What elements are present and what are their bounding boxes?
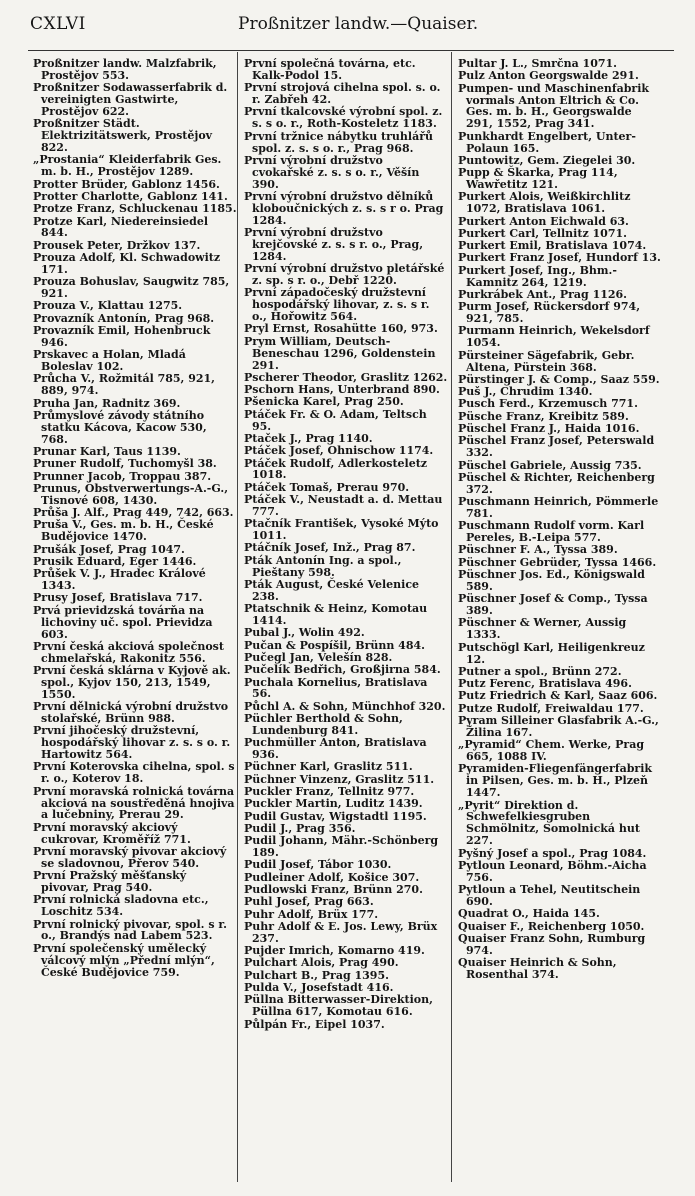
directory-entry: Pumpen- und Maschinenfabrik vormals Anton Eltrich & Co. Ges. m. b. H., Georgswalde 291, 1552, Prag 341. — [458, 81, 650, 131]
directory-entry: První společná továrna, etc. Kalk-Podol 15. — [244, 58, 416, 82]
directory-entry: První Pražský měšťanský pivovar, Prag 540. — [33, 869, 187, 895]
directory-entry: První strojová cihelna spol. s. o. r. Zabřeh 42. — [244, 81, 441, 107]
directory-entry: Puschmann Rudolf vorm. Karl Pereles, B.-Leipa 577. — [458, 519, 645, 545]
directory-entry: Pulchart B., Prag 1395. — [244, 968, 389, 982]
directory-entry: „Pyrit“ Direktion d. Schwefelkiesgruben Schmölnitz, Somolnická hut 227. — [458, 798, 640, 848]
directory-entry: Pürstinger J. & Comp., Saaz 559. — [458, 372, 660, 386]
directory-entry: První výrobní družstvo pletářské z. sp. s r. o., Debř 1220. — [244, 262, 445, 288]
directory-entry: Prusik Eduard, Eger 1446. — [33, 554, 197, 568]
directory-entry: Protze Franz, Schluckenau 1185. — [33, 202, 237, 216]
directory-entry: Pudil Johann, Mähr.-Schönberg 189. — [244, 834, 439, 860]
directory-entry: Purkert Anton Eichwald 63. — [458, 214, 629, 228]
directory-entry: Pučelík Bedřich, Großjirna 584. — [244, 663, 441, 677]
directory-entry: Purmann Heinrich, Wekelsdorf 1054. — [458, 324, 650, 350]
directory-entry: Prunus, Obstverwertungs-A.-G., Tisnové 608, 1430. — [33, 481, 229, 507]
directory-entry: Pytloun a Tehel, Neutitschein 690. — [458, 883, 641, 908]
directory-entry: První Koterovska cihelna, spol. s r. o., Koterov 18. — [33, 760, 235, 786]
directory-entry: Puhl Josef, Prag 663. — [244, 895, 374, 909]
directory-entry: „Prostania“ Kleiderfabrik Ges. m. b. H., Prostějov 1289. — [33, 153, 222, 179]
directory-entry: Pruša V., Ges. m. b. H., České Budějovice 1470. — [33, 518, 214, 544]
directory-entry: Půlpán Fr., Eipel 1037. — [244, 1017, 385, 1031]
directory-entry: Purm Josef, Rückersdorf 974, 921, 785. — [458, 300, 641, 326]
directory-entry: Püschner Jos. Ed., Königswald 589. — [458, 568, 645, 593]
directory-entry: První západočeský družstevní hospodářský lihovar, z. s. s r. o., Hořowitz 564. — [244, 286, 430, 324]
directory-entry: Püschner & Werner, Aussig 1333. — [458, 616, 627, 642]
directory-entry: „Pyramid“ Chem. Werke, Prag 665, 1088 IV. — [458, 738, 645, 764]
directory-entry: První výrobní družstvo krejčovské z. s. s r. o., Prag, 1284. — [244, 226, 424, 263]
directory-entry: Pultar J. L., Smrčna 1071. — [458, 58, 617, 70]
directory-entry: Prouza V., Klattau 1275. — [33, 299, 183, 313]
directory-entry: Purkert Josef, Ing., Bhm.-Kamnitz 264, 1219. — [458, 263, 617, 289]
directory-column-right — [458, 58, 662, 981]
directory-entry: Putz Ferenc, Bratislava 496. — [458, 677, 632, 691]
directory-entry: Purkert Carl, Tellnitz 1071. — [458, 226, 627, 240]
directory-entry: Putner a spol., Brünn 272. — [458, 664, 622, 678]
directory-entry: Püschel & Richter, Reichenberg 372. — [458, 470, 655, 496]
directory-entry: Provazník Emil, Hohenbruck 946. — [33, 324, 211, 349]
directory-entry: Pujder Imrich, Komarno 419. — [244, 944, 425, 958]
directory-entry: První dělnická výrobní družstvo stolařské, Brünn 988. — [33, 700, 229, 726]
directory-entry: Pschorn Hans, Unterbrand 890. — [244, 383, 440, 397]
directory-entry: Puckler Martin, Luditz 1439. — [244, 797, 423, 811]
directory-entry: Pyram Silleiner Glasfabrik A.-G., Žilina 167. — [458, 714, 659, 739]
directory-entry: První společenský umělecký válcový mlýn „Přední mlýn“, České Budějovice 759. — [33, 941, 215, 979]
directory-entry: První rolnický pivovar, spol. s r. o., Brandýs nad Labem 523. — [33, 917, 227, 943]
directory-entry: Pudil Gustav, Wigstadtl 1195. — [244, 809, 427, 823]
directory-entry: Prskavec a Holan, Mladá Boleslav 102. — [33, 348, 186, 374]
directory-entry: Prušák Josef, Prag 1047. — [33, 542, 185, 556]
directory-entry: První výrobní družstvo dělníků kloboučnických z. s. s r o. Prag 1284. — [244, 189, 444, 227]
directory-entry: Prvá prievidzská továrňa na lichoviny uč. spol. Prievidza 603. — [33, 603, 213, 641]
directory-entry: Proßnitzer Städt. Elektrizitätswerk, Prostějov 822. — [33, 117, 213, 155]
directory-entry: Pudil Josef, Tábor 1030. — [244, 858, 392, 872]
directory-entry: Purkrábek Ant., Prag 1126. — [458, 287, 628, 301]
directory-entry: Pučan & Pospíšil, Brünn 484. — [244, 638, 425, 652]
directory-entry: Püsche Franz, Kreibitz 589. — [458, 409, 629, 423]
directory-entry: Püllna Bitterwasser-Direktion, Püllna 617, Komotau 616. — [244, 993, 433, 1019]
directory-entry: Puchala Kornelius, Bratislava 56. — [244, 675, 428, 701]
directory-entry: Pürsteiner Sägefabrik, Gebr. Altena, Pürstein 368. — [458, 348, 635, 374]
directory-entry: První tržnice nábytku truhlářů spol. z. s. s o. r., Prag 968. — [244, 129, 433, 155]
directory-entry: Pruner Rudolf, Tuchomyšl 38. — [33, 457, 217, 471]
directory-entry: Puckler Franz, Tellnitz 977. — [244, 785, 415, 799]
directory-entry: Prunner Jacob, Troppau 387. — [33, 469, 212, 483]
directory-entry: Puhr Adolf, Brüx 177. — [244, 907, 379, 921]
directory-entry: První výrobní družstvo cvokařské z. s. s o. r., Věšín 390. — [244, 153, 420, 191]
page-number: CXLVI — [30, 14, 86, 34]
directory-entry: Pták Antonín Ing. a spol., Pieštany 598. — [244, 553, 402, 579]
directory-entry: Püschner Gebrüder, Tyssa 1466. — [458, 555, 657, 569]
directory-entry: Pudlowski Franz, Brünn 270. — [244, 883, 423, 897]
directory-entry: Ptáček V., Neustadt a. d. Mettau 777. — [244, 493, 443, 518]
column-divider — [451, 52, 452, 1182]
directory-entry: Putschögl Karl, Heiligenkreuz 12. — [458, 640, 645, 666]
directory-entry: Pulz Anton Georgswalde 291. — [458, 69, 639, 83]
directory-entry: Püchner Vinzenz, Graslitz 511. — [244, 772, 435, 786]
directory-entry: Purkert Alois, Weißkirchlitz 1072, Bratislava 1061. — [458, 190, 631, 216]
directory-entry: Püschner Josef & Comp., Tyssa 389. — [458, 592, 648, 618]
directory-entry: Prouza Bohuslav, Saugwitz 785, 921. — [33, 275, 230, 301]
directory-entry: Putz Friedrich & Karl, Saaz 606. — [458, 689, 658, 703]
directory-entry: Püschel Gabriele, Aussig 735. — [458, 458, 642, 472]
directory-entry: Pytloun Leonard, Böhm.-Aicha 756. — [458, 858, 647, 884]
directory-entry: Proßnitzer landw. Malzfabrik, Prostějov 553. — [33, 58, 217, 82]
directory-entry: Průcha V., Rožmitál 785, 921, 889, 974. — [33, 372, 215, 398]
directory-entry: Puhr Adolf & E. Jos. Lewy, Brüx 237. — [244, 919, 438, 945]
directory-entry: První česká sklárna v Kyjově ak. spol., Kyjov 150, 213, 1549, 1550. — [33, 664, 231, 701]
directory-entry: Punkhardt Engelbert, Unter-Polaun 165. — [458, 129, 636, 155]
directory-entry: Pulchart Alois, Prag 490. — [244, 956, 399, 970]
directory-column-left — [33, 58, 237, 979]
directory-entry: Protze Karl, Niedereinsiedel 844. — [33, 214, 209, 240]
column-divider — [237, 52, 238, 1182]
directory-entry: Putze Rudolf, Freiwaldau 177. — [458, 701, 644, 715]
directory-entry: Püschner F. A., Tyssa 389. — [458, 543, 618, 557]
directory-entry: Pudleiner Adolf, Košice 307. — [244, 870, 420, 884]
directory-entry: Protter Brüder, Gablonz 1456. — [33, 177, 220, 191]
directory-entry: Quadrat O., Haida 145. — [458, 907, 600, 921]
directory-entry: Ptatschnik & Heinz, Komotau 1414. — [244, 602, 428, 628]
directory-entry: Puš J., Chrudim 1340. — [458, 385, 593, 399]
directory-entry: Ptáčník Josef, Inž., Prag 87. — [244, 541, 416, 555]
directory-entry: Prusy Josef, Bratislava 717. — [33, 591, 203, 605]
directory-entry: Pryl Ernst, Rosahütte 160, 973. — [244, 322, 438, 336]
directory-column-middle — [244, 58, 448, 1031]
directory-entry: Průša J. Alf., Prag 449, 742, 663. — [33, 506, 234, 520]
directory-entry: Purkert Emil, Bratislava 1074. — [458, 239, 647, 253]
directory-entry: Prouza Adolf, Kl. Schwadowitz 171. — [33, 251, 221, 276]
directory-entry: Provazník Antonín, Prag 968. — [33, 311, 215, 325]
directory-entry: Proßnitzer Sodawasserfabrik d. vereinigten Gastwirte, Prostějov 622. — [33, 81, 228, 119]
directory-entry: Pyramiden-Fliegenfängerfabrik in Pilsen, Ges. m. b. H., Plzeň 1447. — [458, 762, 652, 800]
directory-entry: Ptáček Fr. & O. Adam, Teltsch 95. — [244, 407, 427, 433]
directory-entry: Pyšný Josef a spol., Prag 1084. — [458, 846, 647, 860]
directory-entry: Püchner Karl, Graslitz 511. — [244, 760, 413, 774]
directory-entry: První tkalcovské výrobní spol. z. s. s o. r., Roth-Kosteletz 1183. — [244, 105, 443, 131]
directory-entry: Quaiser Heinrich & Sohn, Rosenthal 374. — [458, 956, 617, 981]
directory-entry: Ptáček Tomaš, Prerau 970. — [244, 480, 410, 494]
directory-entry: Pudil J., Prag 356. — [244, 821, 356, 835]
directory-entry: Prym William, Deutsch-Beneschau 1296, Goldenstein 291. — [244, 334, 436, 372]
directory-entry: Püschel Franz J., Haida 1016. — [458, 422, 640, 435]
directory-entry: Püschel Franz Josef, Peterswald 332. — [458, 434, 655, 460]
directory-entry: Quaiser Franz Sohn, Rumburg 974. — [458, 931, 646, 957]
directory-entry: Pupp & Škarka, Prag 114, Wawřetitz 121. — [458, 166, 618, 192]
header-rule — [28, 50, 674, 51]
directory-entry: Pubal J., Wolin 492. — [244, 626, 365, 640]
directory-entry: První česká akciová společnost chmelařská, Rakonitz 556. — [33, 639, 224, 665]
directory-entry: Pšenicka Karel, Prag 250. — [244, 395, 404, 409]
directory-entry: Puntowitz, Gem. Ziegelei 30. — [458, 153, 636, 167]
directory-entry: První moravská rolnická továrna akciová na soustředěná hnojiva a lučebniny, Prerau 29. — [33, 784, 235, 822]
directory-entry: Pulda V., Josefstadt 416. — [244, 981, 394, 995]
directory-entry: První moravský akciový cukrovar, Kroměříž 771. — [33, 820, 191, 846]
directory-entry: Ptačník František, Vysoké Mýto 1011. — [244, 517, 439, 543]
directory-entry: Pusch Ferd., Krzemusch 771. — [458, 397, 638, 411]
directory-entry: První jihočeský družstevní, hospodářský lihovar z. s. s o. r. Hartowitz 564. — [33, 724, 231, 762]
directory-entry: Pták August, České Velenice 238. — [244, 577, 420, 603]
directory-entry: Protter Charlotte, Gablonz 141. — [33, 189, 228, 203]
directory-entry: Půchl A. & Sohn, Münchhof 320. — [244, 699, 446, 713]
directory-entry: Puchmüller Anton, Bratislava 936. — [244, 736, 427, 762]
running-title: Proßnitzer landw.—Quaiser. — [238, 14, 479, 34]
directory-entry: Prousek Peter, Držkov 137. — [33, 238, 201, 252]
directory-entry: První rolnická sladovna etc., Loschitz 534. — [33, 893, 209, 919]
directory-entry: Průmyslové závody státního statku Kácova, Kacow 530, 768. — [33, 408, 207, 446]
directory-entry: Puschmann Heinrich, Pömmerle 781. — [458, 495, 659, 520]
directory-entry: Püchler Berthold & Sohn, Lundenburg 841. — [244, 712, 403, 737]
directory-entry: Průšek V. J., Hradec Králové 1343. — [33, 567, 206, 593]
directory-entry: Pruha Jan, Radnitz 369. — [33, 396, 181, 410]
directory-entry: Ptáček Josef, Ohnischow 1174. — [244, 444, 434, 458]
directory-entry: Pučegl Jan, Velešín 828. — [244, 650, 393, 664]
directory-entry: Quaiser F., Reichenberg 1050. — [458, 919, 645, 933]
directory-entry: První moravský pivovar akciový se sladovnou, Přerov 540. — [33, 844, 227, 870]
directory-entry: Ptáček Rudolf, Adlerkosteletz 1018. — [244, 456, 428, 482]
directory-entry: Ptaček J., Prag 1140. — [244, 431, 373, 445]
directory-entry: Pscherer Theodor, Graslitz 1262. — [244, 370, 448, 384]
directory-entry: Prunar Karl, Taus 1139. — [33, 445, 181, 459]
directory-entry: Purkert Franz Josef, Hundorf 13. — [458, 251, 661, 265]
